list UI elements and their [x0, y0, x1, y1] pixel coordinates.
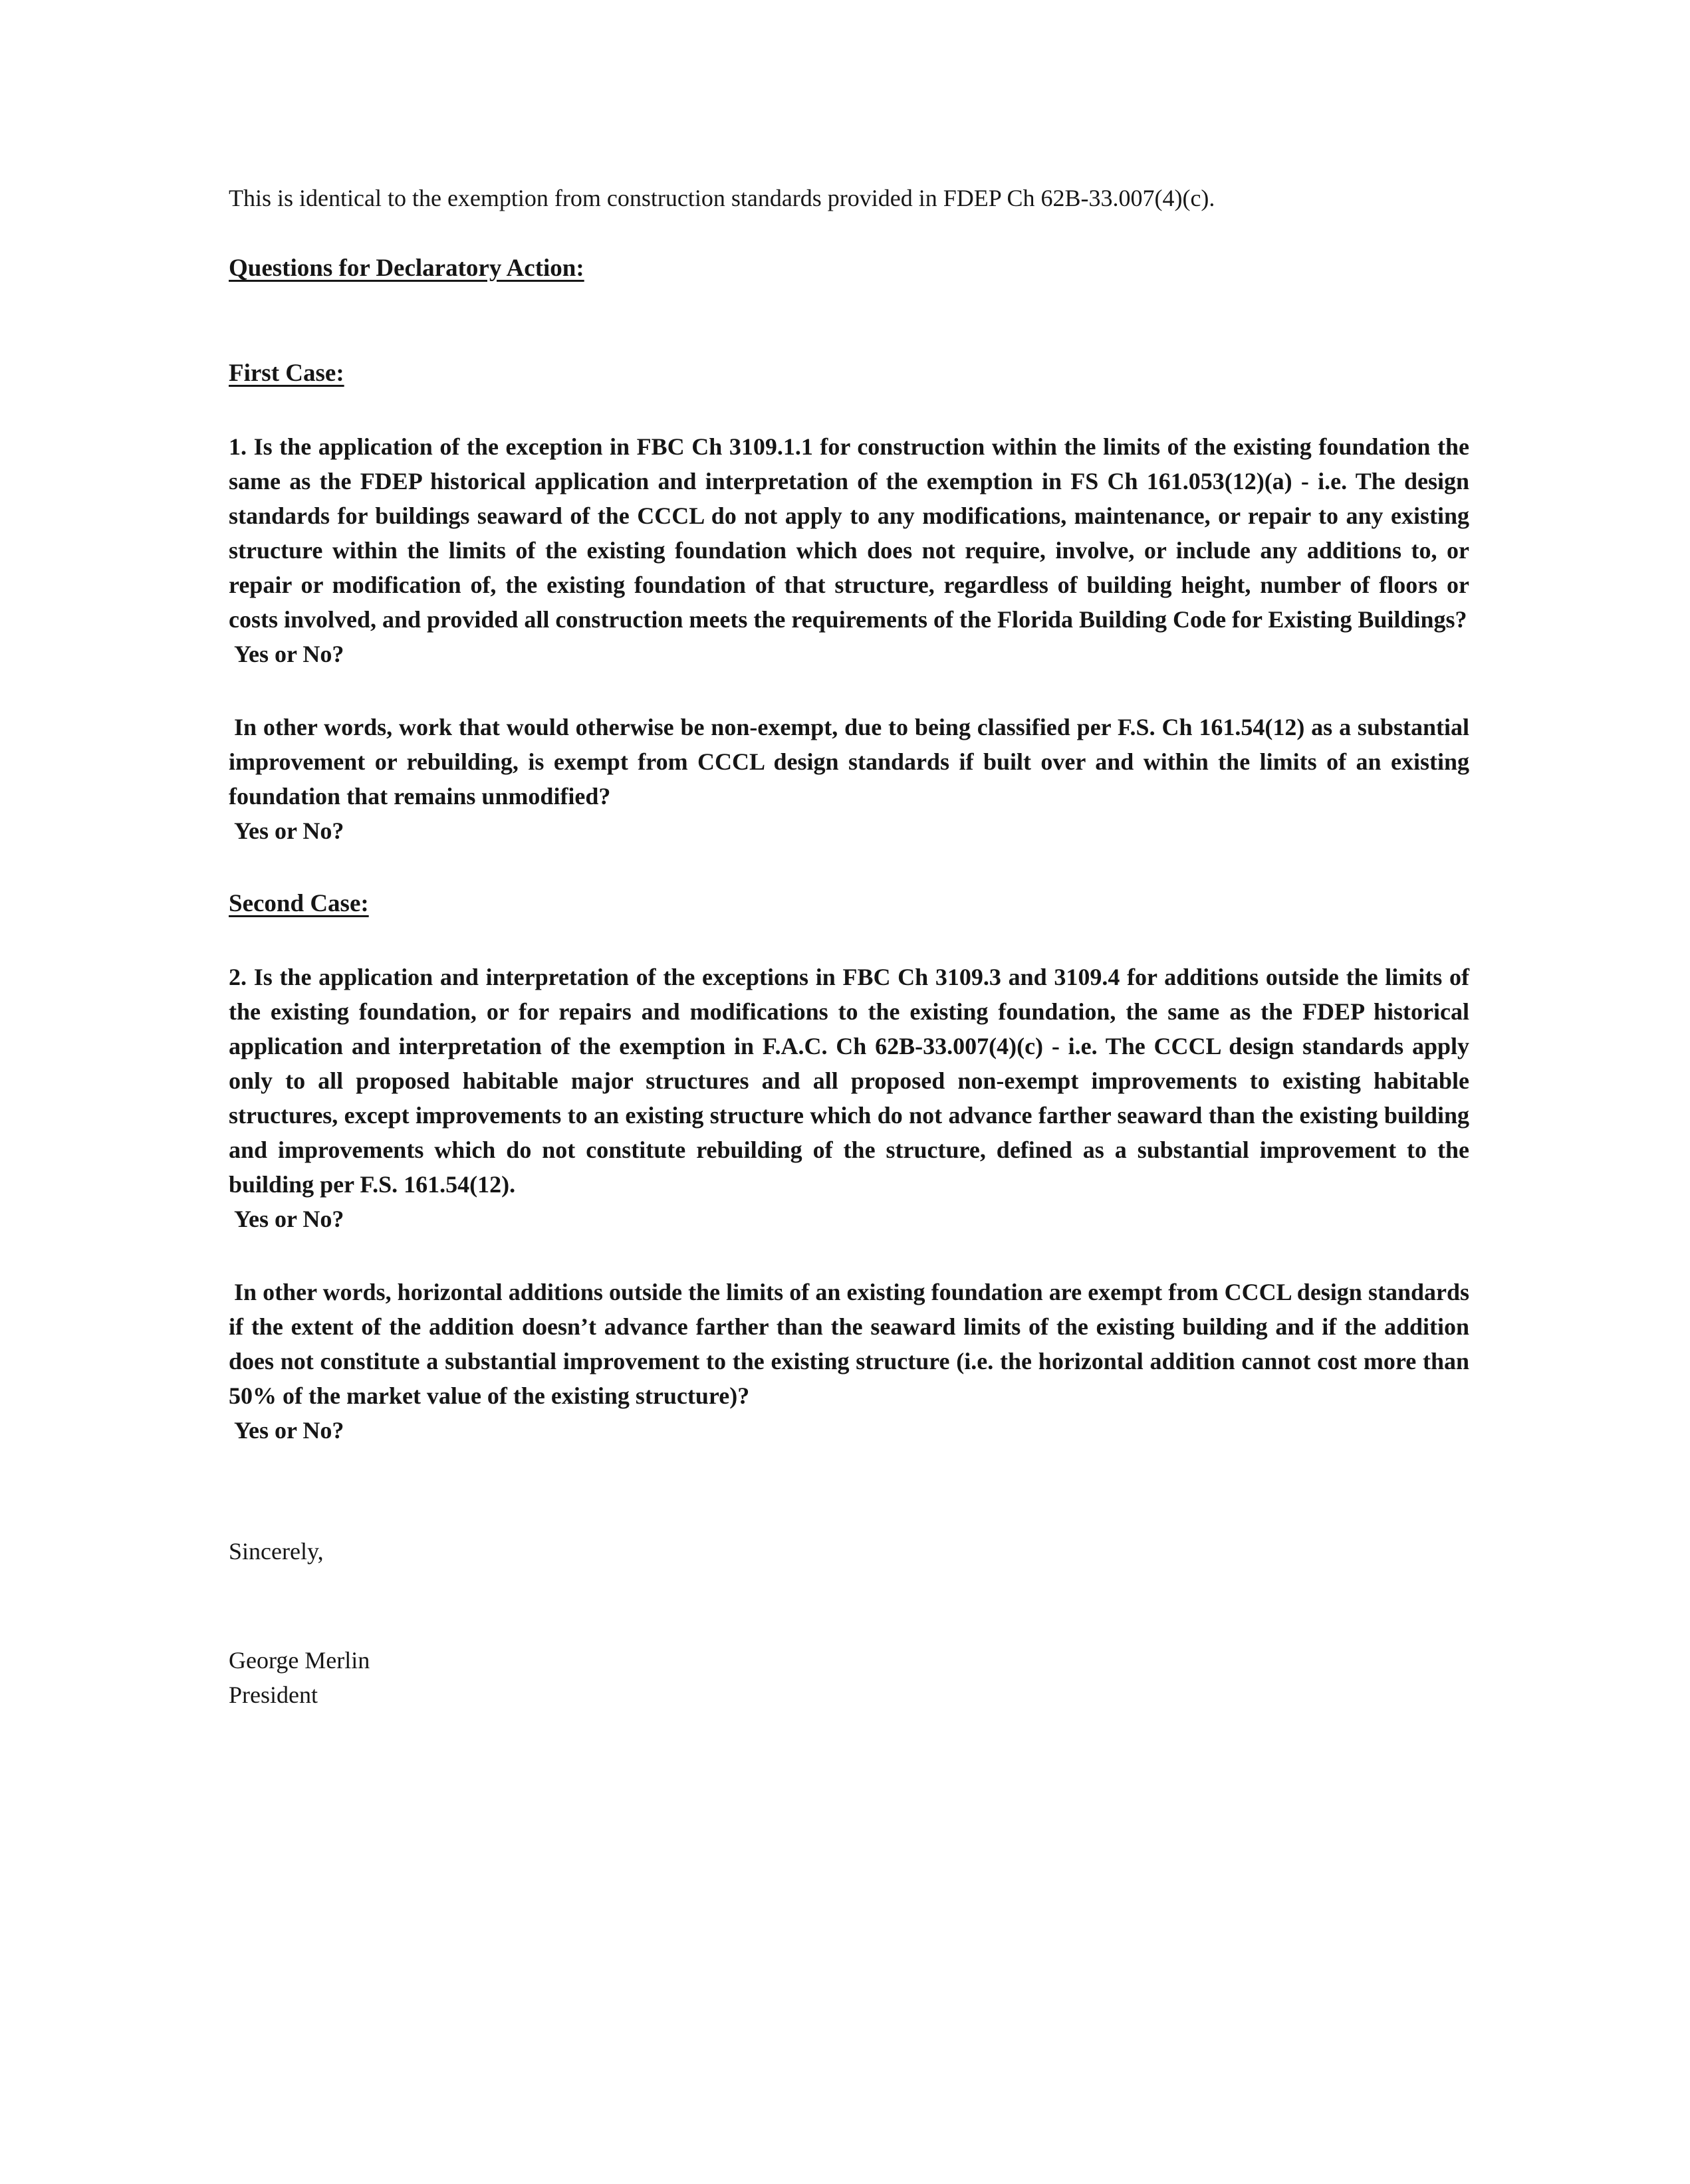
first-case-heading-row	[229, 356, 1469, 391]
first-case-restatement-answer: Yes or No?	[234, 818, 344, 844]
first-case-question-block	[229, 429, 1469, 671]
second-case-restatement-answer: Yes or No?	[234, 1417, 344, 1444]
first-case-restatement: In other words, work that would otherwise be non-exempt, due to being classified per F.S. Ch 161.54(12) as a substantial improvement or rebuilding, is exempt from CCCL design standards if built over and within the limits of an existing foundation that remains unmodified?	[229, 714, 1469, 810]
second-case-question-block	[229, 960, 1469, 1236]
main-heading: Questions for Declaratory Action:	[229, 255, 584, 282]
first-case-question-answer: Yes or No?	[234, 641, 344, 667]
intro-paragraph: This is identical to the exemption from construction standards provided in FDEP Ch 62B-33.007(4)(c).	[229, 185, 1215, 211]
second-case-heading-row	[229, 887, 1469, 921]
first-case-heading: First Case:	[229, 360, 344, 387]
second-case-question: 2. Is the application and interpretation of the exceptions in FBC Ch 3109.3 and 3109.4 for additions outside the limits of the existing foundation, or for repairs and modifications to the existing foundation, the same as the FDEP historical application and interpretation of the exemption in F.A.C. Ch 62B-33.007(4)(c) - i.e. The CCCL design standards apply only to all proposed habitable major structures and all proposed non-exempt improvements to existing habitable structures, except improvements to an existing structure which do not advance farther seaward than the existing building and improvements which do not constitute rebuilding of the structure, defined as a substantial improvement to the building per F.S. 161.54(12).	[229, 964, 1469, 1198]
second-case-restatement: In other words, horizontal additions outside the limits of an existing foundation are exempt from CCCL design standards if the extent of the addition doesn’t advance farther than the seaward limits of the existing building and if the addition does not constitute a substantial improvement to the existing structure (i.e. the horizontal addition cannot cost more than 50% of the market value of the existing structure)?	[229, 1279, 1469, 1409]
main-heading-row	[229, 251, 1469, 286]
first-case-question: 1. Is the application of the exception in FBC Ch 3109.1.1 for construction within the limits of the existing foundation the same as the FDEP historical application and interpretation of the exemption in FS Ch 161.053(12)(a) - i.e. The design standards for buildings seaward of the CCCL do not apply to any modifications, maintenance, or repair to any existing structure within the limits of the existing foundation which does not require, involve, or include any additions to, or repair or modification of, the existing foundation of that structure, regardless of building height, number of floors or costs involved, and provided all construction meets the requirements of the Florida Building Code for Existing Buildings?	[229, 433, 1469, 633]
second-case-restatement-block	[229, 1275, 1469, 1448]
closing-salutation: Sincerely,	[229, 1538, 324, 1565]
signature-title: President	[229, 1682, 318, 1708]
second-case-heading: Second Case:	[229, 890, 369, 917]
signature-block	[229, 1643, 1469, 1712]
second-case-question-answer: Yes or No?	[234, 1206, 344, 1232]
first-case-restatement-block	[229, 710, 1469, 848]
signature-name: George Merlin	[229, 1647, 370, 1674]
